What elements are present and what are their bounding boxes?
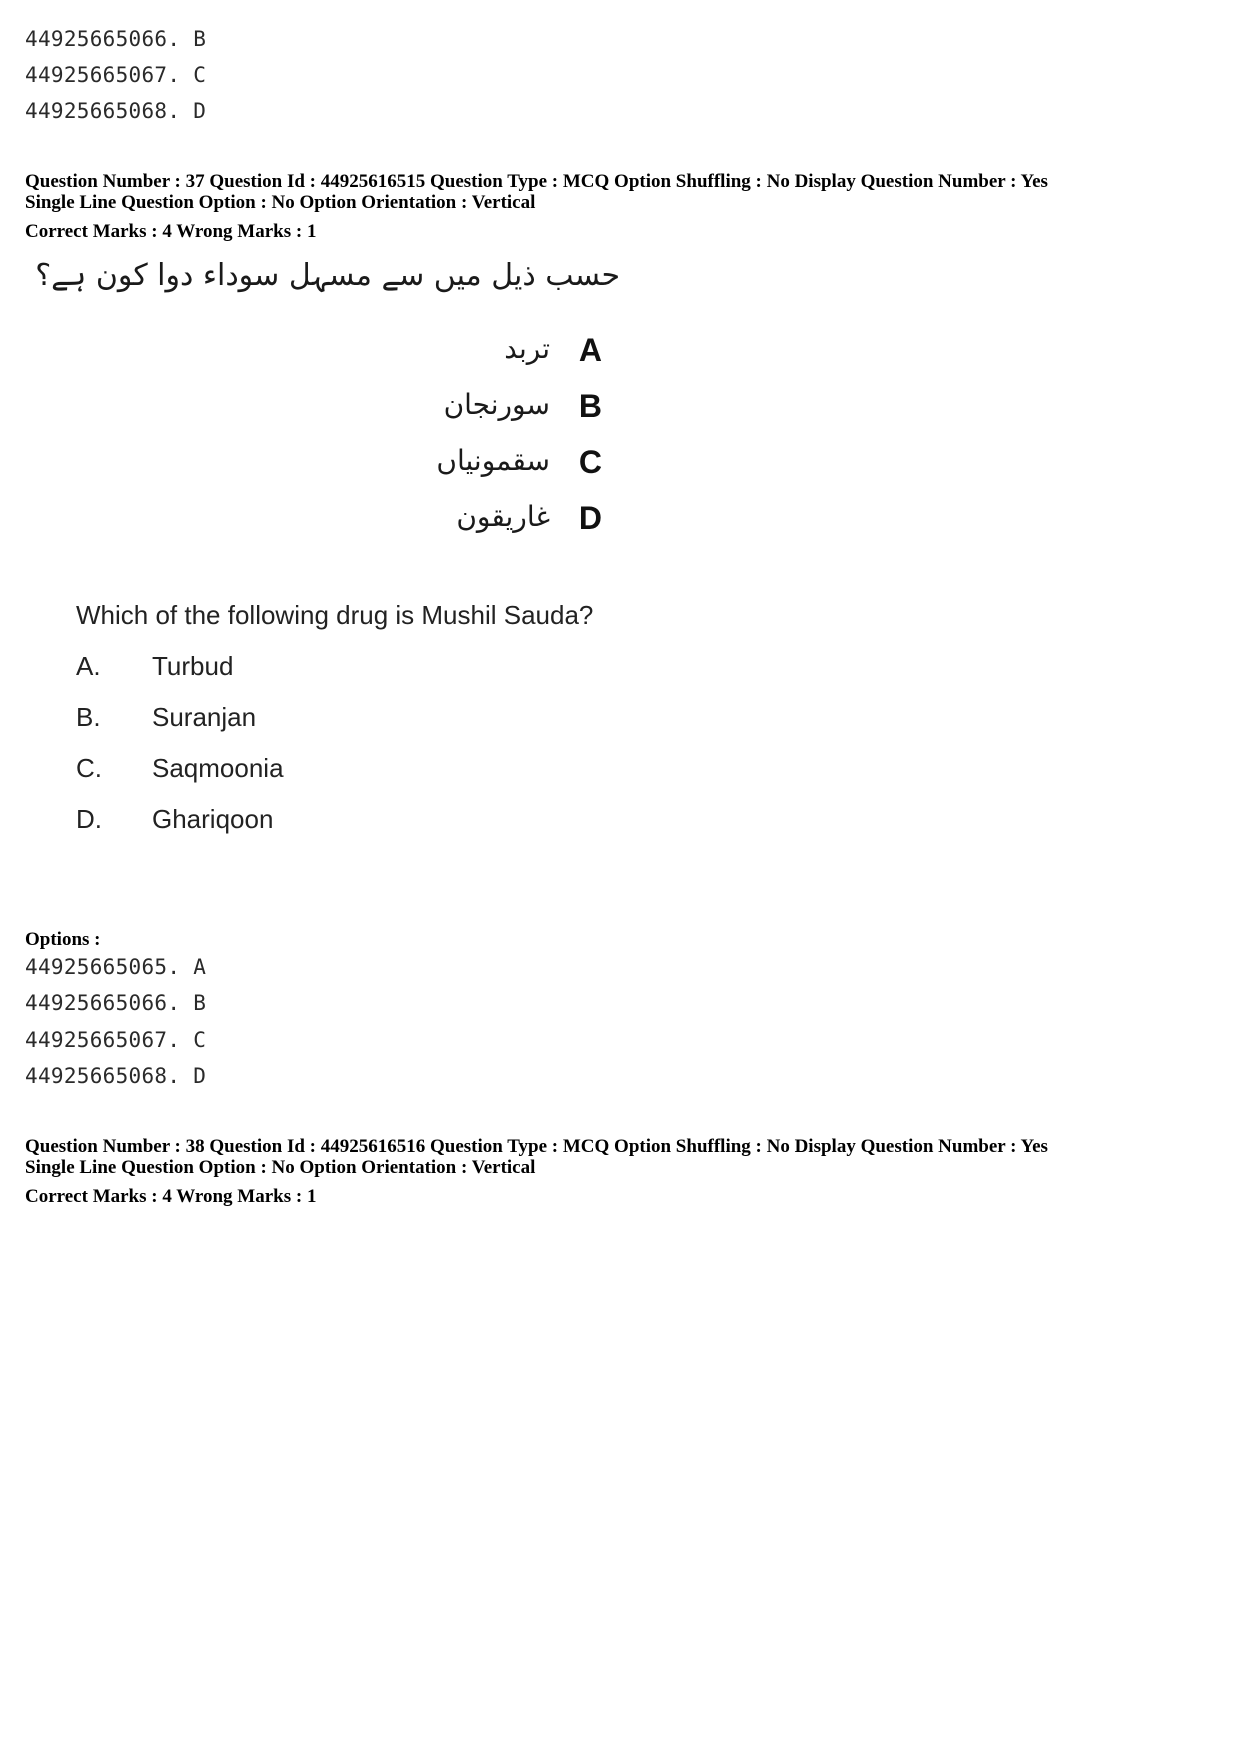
question-meta-line: Question Number : 37 Question Id : 44925616515 Question Type : MCQ Option Shuffling : No Display Question Number : Yes [25, 171, 1048, 192]
urdu-option-text: سقمونیاں [436, 444, 550, 477]
options-label: Options : [25, 929, 101, 950]
question-image [35, 250, 680, 860]
question-marks: Correct Marks : 4 Wrong Marks : 1 [25, 1186, 317, 1207]
english-option-text: Ghariqoon [152, 804, 274, 834]
english-option-letter: D. [76, 804, 102, 834]
option-line: 44925665066. B [25, 27, 207, 51]
urdu-option [380, 388, 620, 438]
urdu-option-text: سورنجان [443, 388, 550, 421]
urdu-option [380, 444, 620, 494]
urdu-option-letter: A [578, 332, 602, 368]
english-option-letter: A. [76, 651, 101, 681]
urdu-option-letter: C [578, 444, 602, 480]
english-option-text: Saqmoonia [152, 753, 284, 783]
english-option-text: Turbud [152, 651, 234, 681]
urdu-option-letter: D [578, 500, 602, 536]
urdu-option-letter: B [578, 388, 602, 424]
english-option-letter: C. [76, 753, 102, 783]
urdu-option-text: تربد [504, 332, 550, 365]
option-line: 44925665065. A [25, 955, 207, 979]
english-option-text: Suranjan [152, 702, 257, 732]
question-marks: Correct Marks : 4 Wrong Marks : 1 [25, 221, 317, 242]
urdu-option [380, 500, 620, 550]
option-line: 44925665068. D [25, 1064, 207, 1088]
option-line: 44925665067. C [25, 1028, 207, 1052]
urdu-option [380, 332, 620, 382]
urdu-option-text: غاریقون [456, 500, 550, 533]
question-meta-line: Question Number : 38 Question Id : 44925616516 Question Type : MCQ Option Shuffling : No Display Question Number : Yes [25, 1136, 1048, 1157]
option-line: 44925665068. D [25, 99, 207, 123]
question-meta-line: Single Line Question Option : No Option Orientation : Vertical [25, 1157, 536, 1178]
option-line: 44925665067. C [25, 63, 207, 87]
urdu-question-stem: حسب ذیل میں سے مسہل سوداء دوا کون ہے؟ [35, 258, 620, 293]
question-meta-line: Single Line Question Option : No Option Orientation : Vertical [25, 192, 536, 213]
option-line: 44925665066. B [25, 991, 207, 1015]
english-question-stem: Which of the following drug is Mushil Sauda? [76, 600, 594, 630]
english-option-letter: B. [76, 702, 101, 732]
